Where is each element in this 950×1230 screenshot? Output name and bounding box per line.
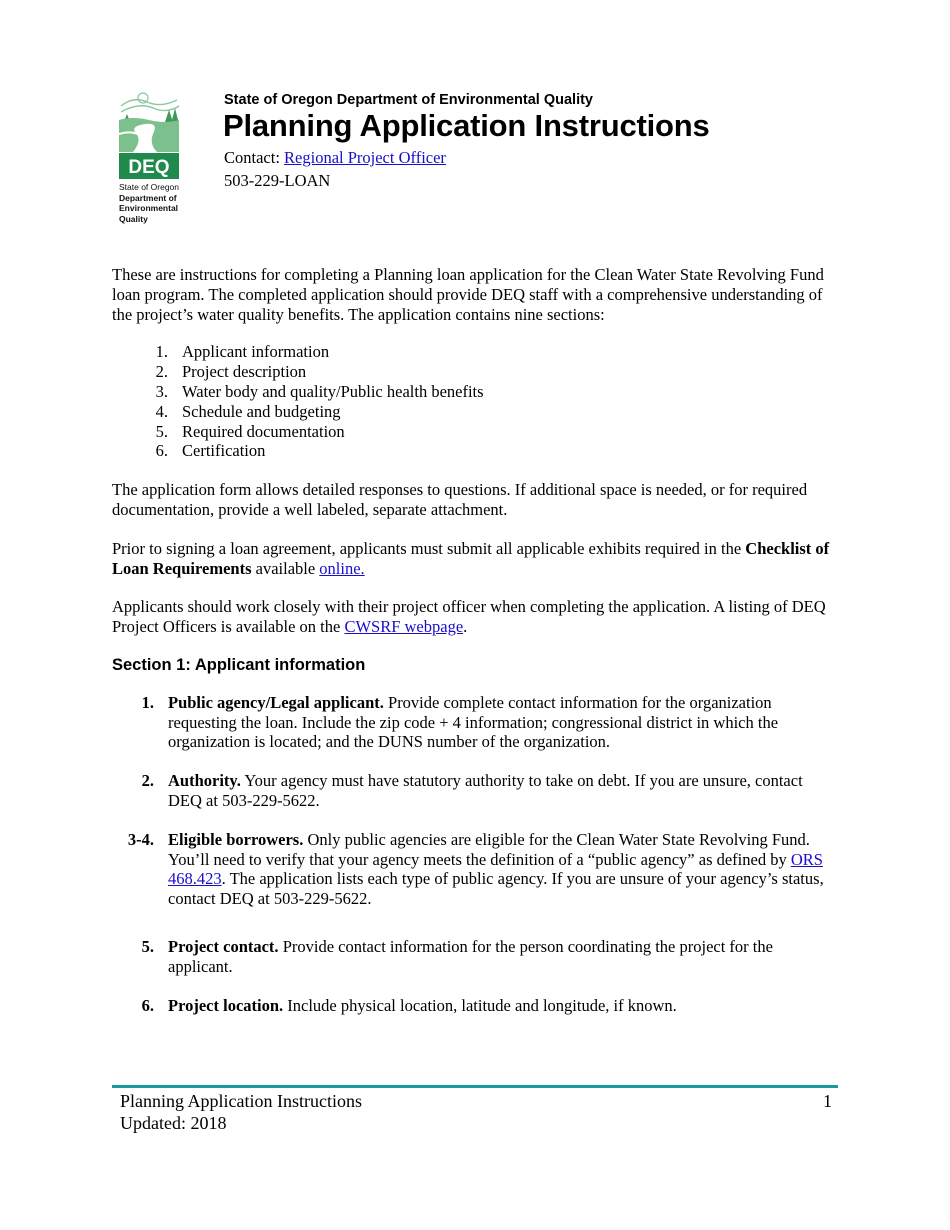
contact-label: Contact: [224,148,285,167]
checklist-paragraph: Prior to signing a loan agreement, applicants must submit all applicable exhibits required in the Checklist of Loan Requirements available online. [112,538,830,578]
deq-logo [113,90,185,230]
logo-line-2: Department of [119,192,177,203]
agency-name: State of Oregon Department of Environmental Quality [224,92,593,108]
checklist-online-link[interactable]: online. [319,558,365,578]
logo-line-3: Environmental [119,203,179,213]
section-item-2: 2. Authority. Your agency must have statutory authority to take on debt. If you are unsure, contact DEQ at 503-229-5622. [141,771,803,810]
deq-landscape-icon [113,90,185,182]
sections-list [112,342,837,461]
logo-line-1: State of Oregon [119,182,180,192]
cwsrf-webpage-link[interactable]: CWSRF webpage [344,617,464,637]
intro-paragraph: These are instructions for completing a Planning loan application for the Clean Water State Revolving Fund loan program. The completed application should provide DEQ staff with a comprehensive understanding of the project’s water quality benefits. The application contains nine sections: [112,265,824,324]
list-item: 2. Project description [155,362,307,382]
section-item-5: 5. Project contact. Provide contact information for the person coordinating the project for the applicant. [141,936,773,976]
ors-468-423-link[interactable]: ORS 468.423 [168,849,823,889]
section-item-6: 6. Project location. Include physical location, latitude and longitude, if known. [141,995,677,1015]
logo-badge-text: DEQ [128,157,170,178]
section-1-heading: Section 1: Applicant information [112,655,366,674]
logo-line-4: Quality [119,213,148,224]
form-paragraph: The application form allows detailed responses to questions. If additional space is needed, or for required documentation, provide a well labeled, separate attachment. [112,480,808,519]
footer-title: Planning Application Instructions [120,1091,362,1111]
footer-updated: Updated: 2018 [120,1113,227,1133]
contact-phone: 503-229-LOAN [224,171,331,190]
list-item: 1. Applicant information [155,342,330,362]
page-title: Planning Application Instructions [223,108,710,143]
project-officers-paragraph: Applicants should work closely with their project officer when completing the application. A listing of DEQ Project Officers is available on the CWSRF webpage. [112,597,826,637]
document-body [112,265,837,1034]
footer-divider [112,1085,838,1088]
list-item: 5. Required documentation [155,421,345,441]
page-number: 1 [823,1091,832,1111]
logo-caption [119,182,185,224]
list-item: 4. Schedule and budgeting [155,401,341,421]
regional-project-officer-link[interactable]: Regional Project Officer [284,148,446,167]
section-item-3-4: 3-4. Eligible borrowers. Only public agencies are eligible for the Clean Water State Revolving Fund. You’ll need to verify that your agency meets the definition of a “public agency” as defined by ORS 468.423. The application lists each type of public agency. If you are unsure of your agency’s status, contact DEQ at 503-229-5622. [127,829,824,909]
section-item-1: 1. Public agency/Legal applicant. Provide complete contact information for the organization requesting the loan. Include the zip code + 4 information; congressional district in which the organization is located; and the DUNS number of the organization. [141,692,779,752]
contact-line [224,148,446,168]
list-item: 6. Certification [155,441,266,461]
list-item: 3. Water body and quality/Public health benefits [155,381,484,401]
